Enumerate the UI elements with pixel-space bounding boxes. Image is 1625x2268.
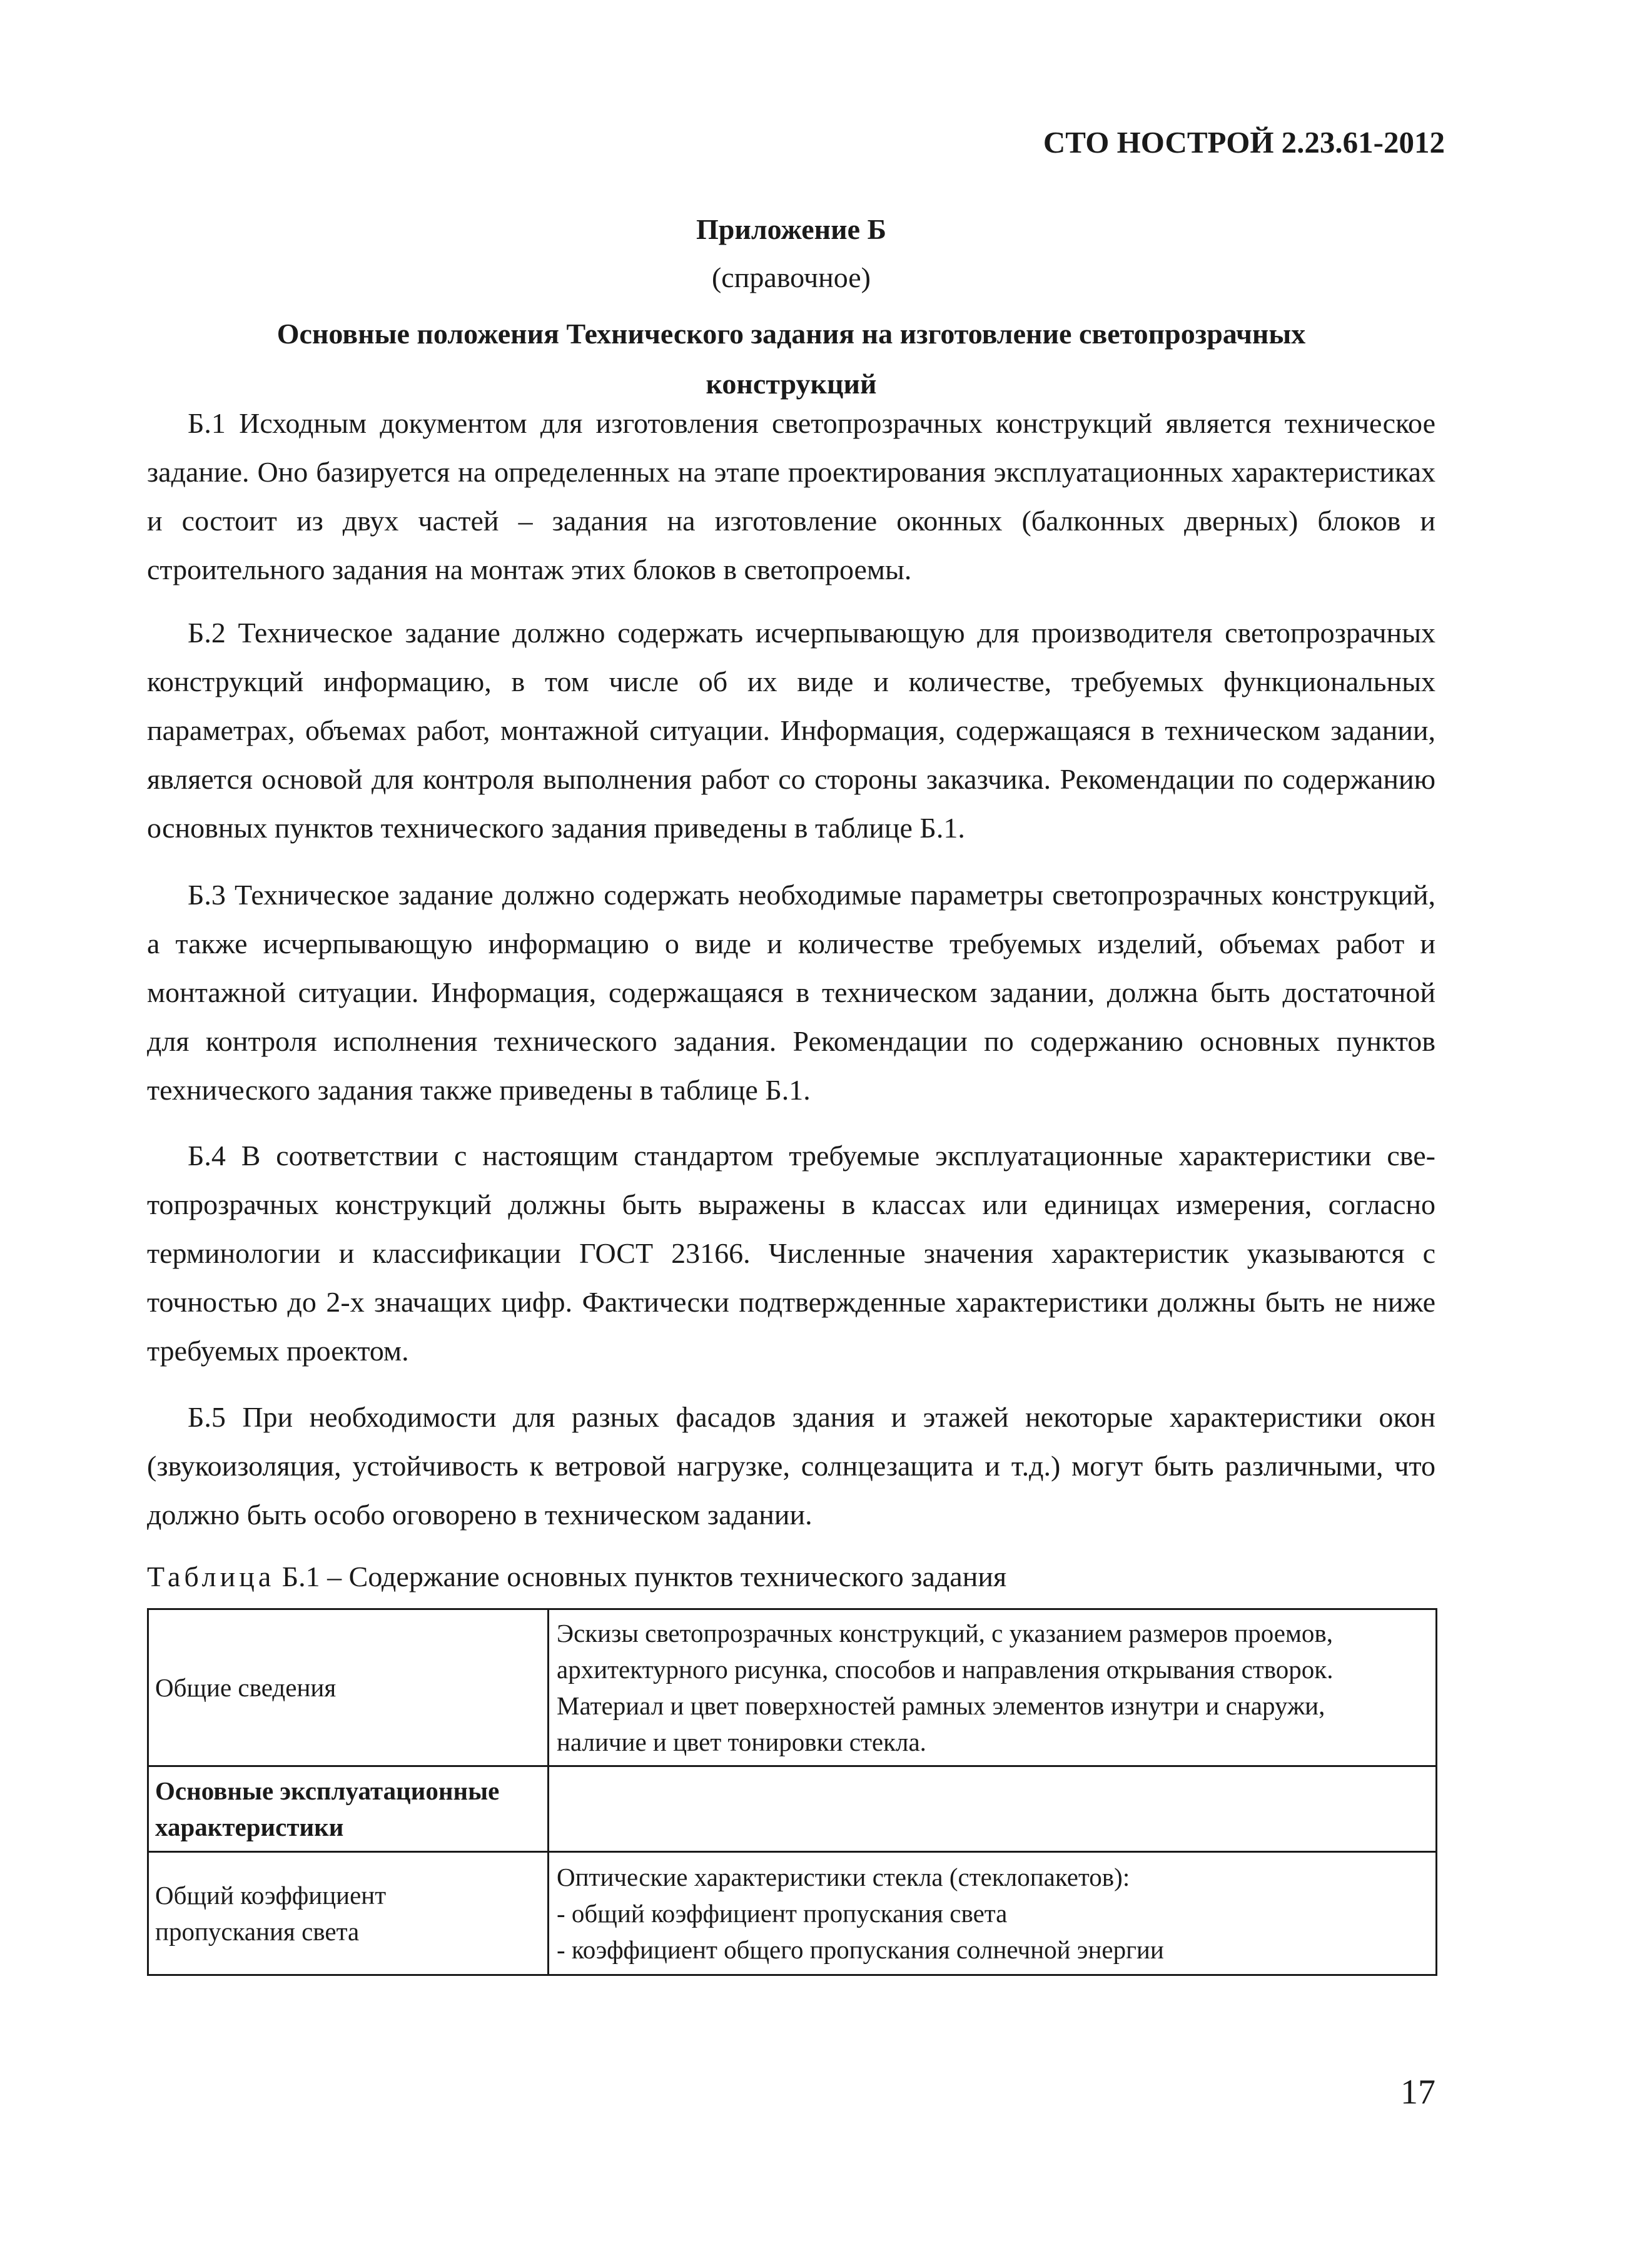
paragraph-b5: Б.5 При необходимости для разных фасадов здания и этажей некоторые характеристики окон (звукоизоляция, устойчивость к ветровой нагрузке, солнцезащита и т.д.) могут быть различными, что должно быть особо оговорено в техническом задании. xyxy=(147,1401,1435,1531)
table-cell-label xyxy=(148,1852,549,1975)
table-row xyxy=(148,1766,1437,1852)
table-cell-empty xyxy=(549,1766,1437,1852)
table-cell-line: - коэффициент общего пропускания солнечной энергии xyxy=(557,1935,1164,1964)
table-row xyxy=(148,1852,1437,1975)
table-cell-line: наличие и цвет тонировки стекла. xyxy=(557,1728,926,1756)
table-cell-line: характеристики xyxy=(155,1813,344,1841)
paragraph-b3: Б.3 Техническое задание должно содержать необходимые параметры светопрозрачных конструкций, а также исчерпывающую информацию о виде и количестве требуемых изделий, объемах работ и монтажной ситуации. Информация, содержащаяся в техническом задании, должна быть достаточной для контроля исполнения технического задания. Рекомендации по содержанию основных пунктов технического задания также приведены в таблице Б.1. xyxy=(147,879,1435,1106)
table-cell-line: Материал и цвет поверхностей рамных элементов изнутри и снаружи, xyxy=(557,1691,1325,1720)
table-cell-line: Основные эксплуатационные xyxy=(155,1776,500,1805)
table-cell-line: - общий коэффициент пропускания света xyxy=(557,1899,1008,1928)
document-code-header: СТО НОСТРОЙ 2.23.61-2012 xyxy=(1043,125,1445,159)
paragraph-b4: Б.4 В соответствии с настоящим стандартом требуемые эксплуатационные характеристики светопрозрачных конструкций должны быть выражены в классах или единицах измерения, согласно терминологии и классификации ГОСТ 23166. Численные значения характеристик указываются с точностью до 2-х значащих цифр. Фактически подтвержденные характеристики должны быть не ниже требуемых проектом. xyxy=(147,1140,1435,1367)
table-cell-line: пропускания света xyxy=(155,1917,360,1946)
spec-table xyxy=(147,1608,1437,1976)
appendix-title: Приложение Б xyxy=(696,213,887,245)
table-caption-label: Таблица xyxy=(147,1561,275,1592)
table-cell-line: Общий коэффициент xyxy=(155,1881,387,1910)
table-caption-text: Б.1 – Содержание основных пунктов технического задания xyxy=(275,1561,1007,1592)
table-section-heading xyxy=(148,1766,549,1852)
page-number: 17 xyxy=(1400,2073,1435,2112)
table-cell-content xyxy=(549,1852,1437,1975)
table-cell-line: Оптические характеристики стекла (стеклопакетов): xyxy=(557,1863,1130,1891)
table-cell-content xyxy=(549,1609,1437,1766)
table-caption xyxy=(147,1559,1435,1595)
appendix-status: (справочное) xyxy=(711,261,871,293)
paragraph-b2: Б.2 Техническое задание должно содержать исчерпывающую для производителя светопрозрачных конструкций информацию, в том числе об их виде и количестве, требуемых функциональных параметрах, объемах работ, монтажной ситуации. Информация, содержащаяся в техническом задании, является основой для контроля выполнения работ со стороны заказчика. Рекомендации по содержанию основных пунктов технического задания приведены в таблице Б.1. xyxy=(147,617,1435,844)
appendix-heading-line1: Основные положения Технического задания на изготовление светопрозрачных xyxy=(276,318,1306,350)
table-cell-line: Эскизы светопрозрачных конструкций, с указанием размеров проемов, xyxy=(557,1619,1334,1648)
table-cell-line: архитектурного рисунка, способов и направления открывания створок. xyxy=(557,1655,1334,1684)
table-row xyxy=(148,1609,1437,1766)
table-cell-label: Общие сведения xyxy=(148,1609,549,1766)
appendix-heading-line2: конструкций xyxy=(706,368,877,400)
paragraph-b1: Б.1 Исходным документом для изготовления светопрозрачных конструкций является техническое задание. Оно базируется на определенных на этапе проектирования эксплуатационных характеристиках и состоит из двух частей – задания на изготовление оконных (балконных дверных) блоков и строительного задания на монтаж этих блоков в светопроемы. xyxy=(147,407,1435,585)
